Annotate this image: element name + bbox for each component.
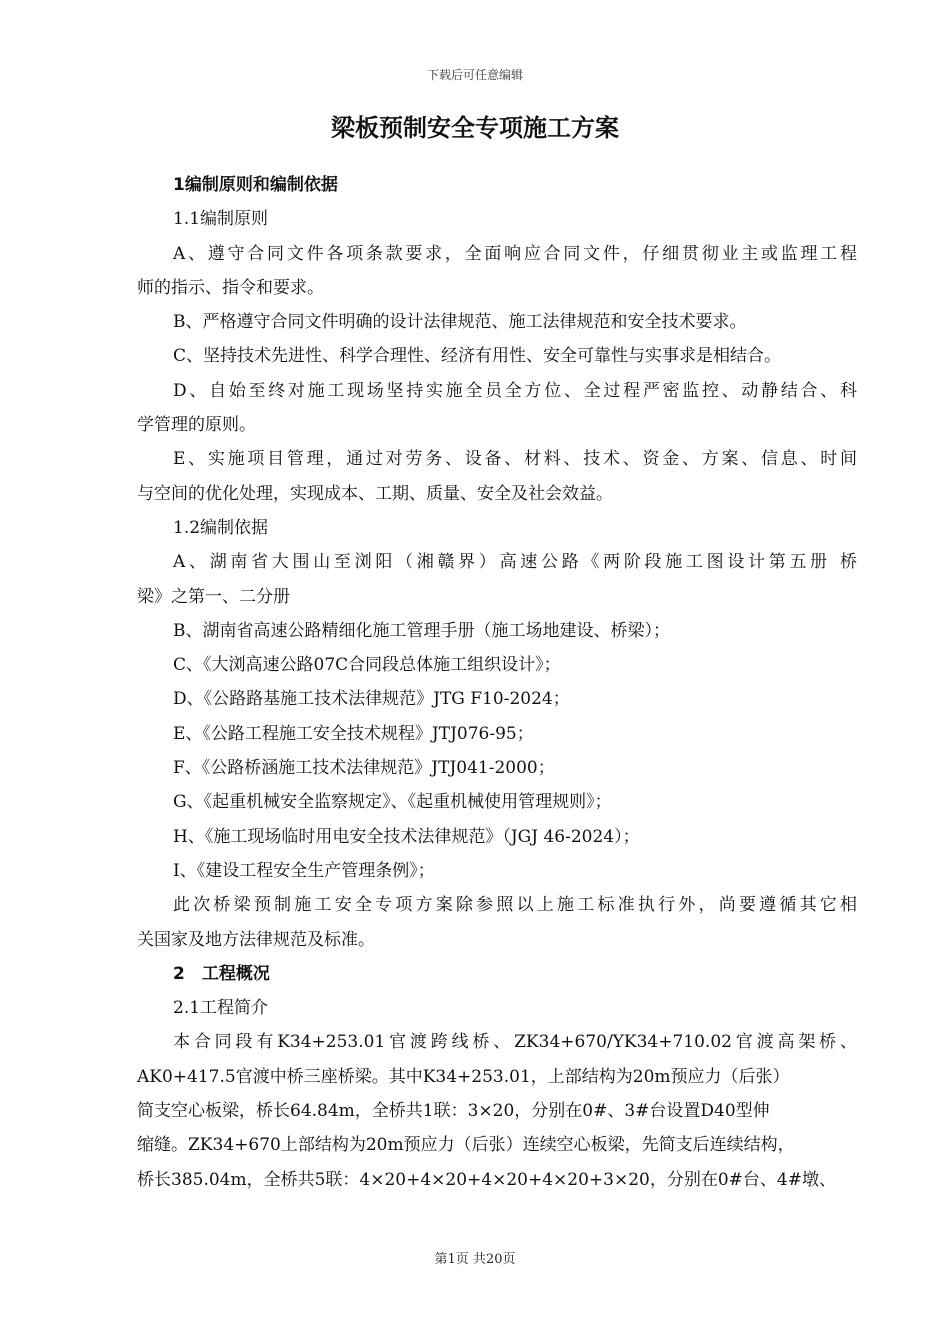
text-line: D、自始至终对施工现场坚持实施全员全方位、全过程严密监控、动静结合、科	[173, 380, 857, 401]
text-line: B、严格遵守合同文件明确的设计法律规范、施工法律规范和安全技术要求。	[173, 312, 747, 333]
document-body	[137, 168, 857, 1197]
text-line: H、《施工现场临时用电安全技术法律规范》（JGJ 46-2024）；	[173, 826, 640, 847]
text-line: 梁》之第一、二分册	[137, 586, 290, 607]
text-line: E、《公路工程施工安全技术规程》JTJ076-95；	[173, 723, 534, 744]
text-line: F、《公路桥涵施工技术法律规范》JTJ041-2000；	[173, 758, 555, 779]
text-line: 2 工程概况	[173, 963, 270, 984]
text-line: E、实施项目管理，通过对劳务、设备、材料、技术、资金、方案、信息、时间	[173, 449, 857, 470]
text-line: 此次桥梁预制施工安全专项方案除参照以上施工标准执行外，尚要遵循其它相	[173, 895, 857, 916]
text-line: I、《建设工程安全生产管理条例》；	[173, 860, 435, 881]
text-line: 与空间的优化处理，实现成本、工期、质量、安全及社会效益。	[137, 483, 613, 504]
text-line: C、《大浏高速公路07C合同段总体施工组织设计》；	[173, 655, 561, 676]
header-note: 下载后可任意编辑	[426, 68, 523, 82]
text-line: C、坚持技术先进性、科学合理性、经济有用性、安全可靠性与实事求是相结合。	[173, 346, 782, 367]
text-line: 简支空心板梁，桥长64.84m，全桥共1联：3×20，分别在0#、3#台设置D40型伸	[137, 1101, 770, 1122]
text-line: 桥长385.04m，全桥共5联：4×20+4×20+4×20+4×20+3×20，分别在0#台、4#墩、	[137, 1169, 836, 1190]
text-line: 缩缝。ZK34+670上部结构为20m预应力（后张）连续空心板梁，先简支后连续结构，	[137, 1135, 795, 1156]
text-line: A、湖南省大围山至浏阳（湘赣界）高速公路《两阶段施工图设计第五册 桥	[173, 552, 857, 573]
document-title: 梁板预制安全专项施工方案	[331, 114, 619, 142]
page-footer: 第1页 共20页	[434, 1252, 516, 1267]
text-line: 本合同段有K34+253.01官渡跨线桥、ZK34+670/YK34+710.02官渡高架桥、	[173, 1032, 857, 1053]
text-line: 1.2编制依据	[173, 517, 269, 538]
text-line: 关国家及地方法律规范及标准。	[137, 929, 375, 950]
text-line: 1编制原则和编制依据	[173, 175, 338, 195]
text-line: 学管理的原则。	[137, 415, 256, 436]
text-line: D、《公路路基施工技术法律规范》JTG F10-2024；	[173, 689, 570, 710]
text-line: 师的指示、指令和要求。	[137, 277, 324, 298]
text-line: B、湖南省高速公路精细化施工管理手册（施工场地建设、桥梁）；	[173, 620, 670, 641]
text-line: 2.1工程简介	[173, 998, 269, 1019]
text-line: G、《起重机械安全监察规定》、《起重机械使用管理规则》；	[173, 792, 612, 813]
text-line: A、遵守合同文件各项条款要求，全面响应合同文件，仔细贯彻业主或监理工程	[173, 243, 857, 264]
text-line: 1.1编制原则	[173, 209, 269, 230]
text-line: AK0+417.5官渡中桥三座桥梁。其中K34+253.01，上部结构为20m预应力（后张）	[137, 1066, 790, 1087]
